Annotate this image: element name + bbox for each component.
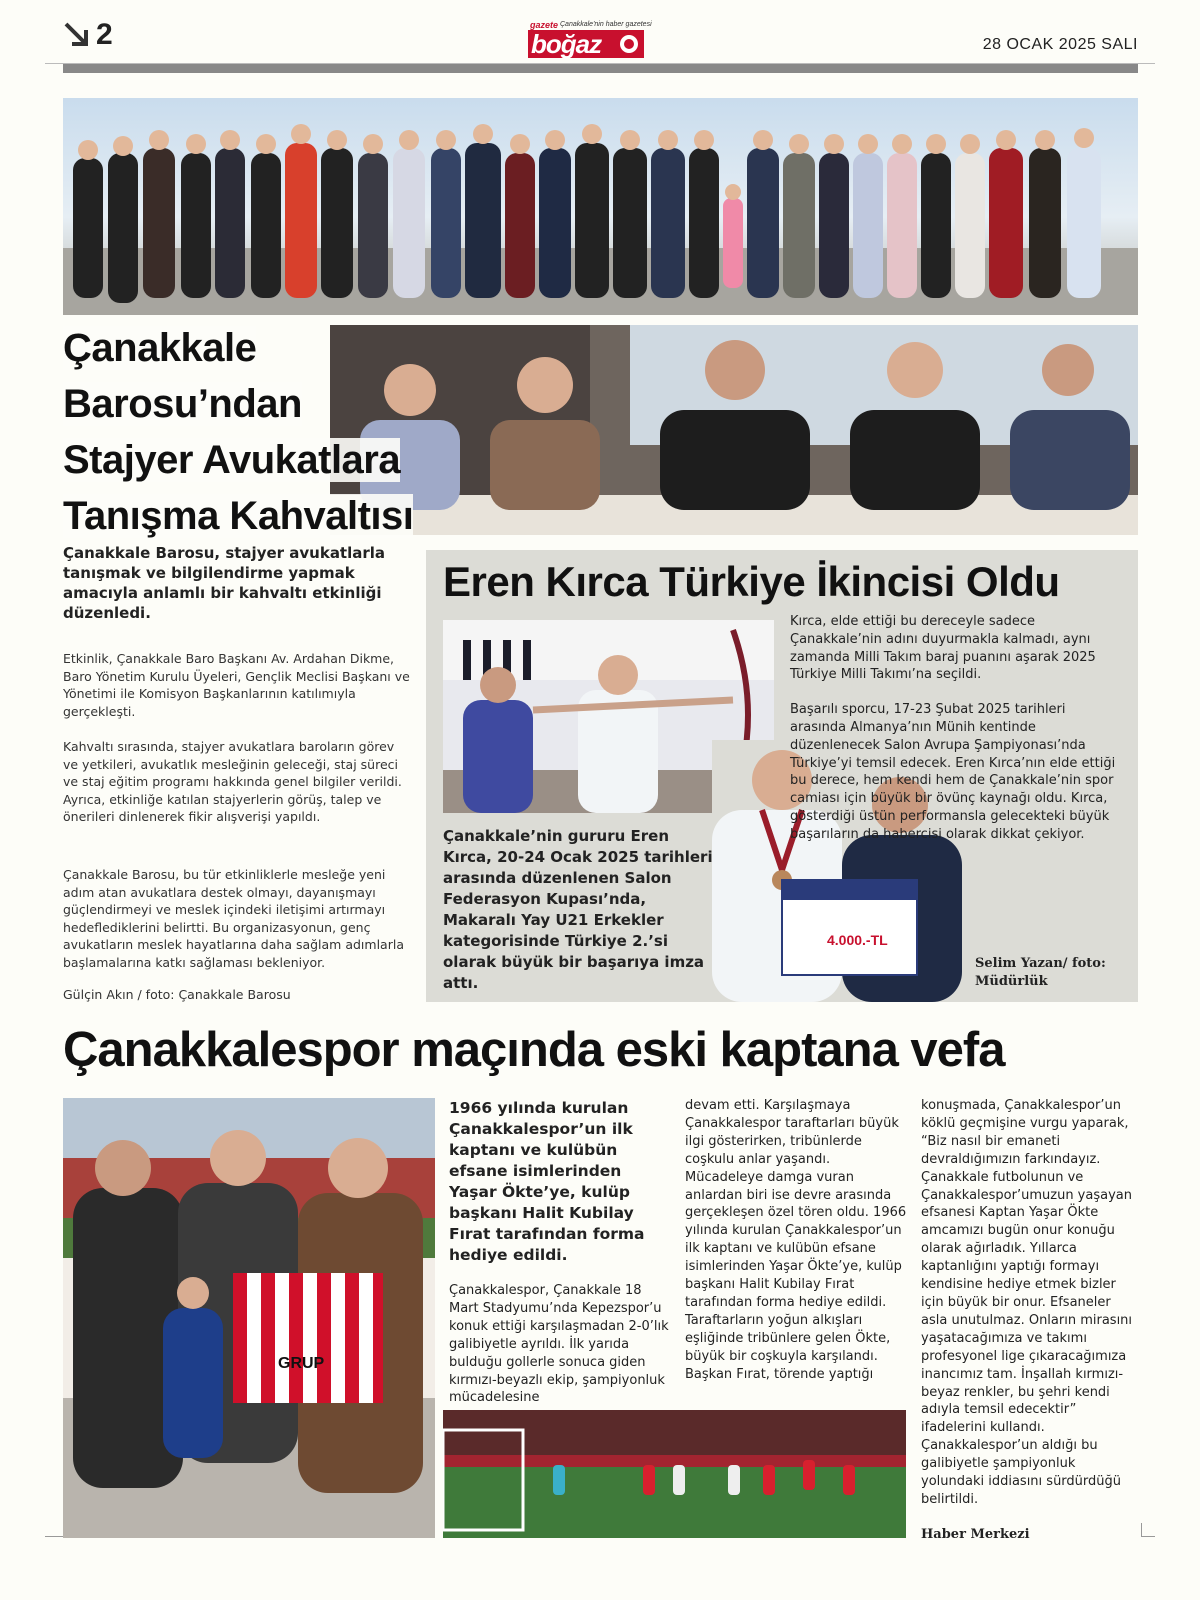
story1-paragraph: Kahvaltı sırasında, stajyer avukatlara baroların görev ve yetkileri, avukatlık mesleğinin geleceği, staj süreci ve staj eğitim programı hakkında genel bilgiler verildi. Ayrıca, etkinliğe katılan stajyerlerin görüş, talep ve önerileri dinlenerek fikir alışverişi yapıldı. bbox=[63, 739, 402, 824]
newspaper-logo bbox=[528, 20, 652, 60]
story3-column: Çanakkalespor, Çanakkale 18 Mart Stadyumu’nda Kepezspor’u konuk ettiği karşılaşmadan 2-0’lık galibiyetle ayrıldı. İlk yarıda bulduğu gollerle sonuca giden kırmızı-beyazlı ekip, şampiyonluk mücadelesine bbox=[449, 1283, 669, 1406]
story1-headline-line: Stajyer Avukatlara bbox=[63, 438, 401, 482]
story1-headline-line: Tanışma Kahvaltısı bbox=[63, 494, 414, 538]
story1-credit: Gülçin Akın / foto: Çanakkale Barosu bbox=[63, 987, 291, 1002]
story2-body bbox=[790, 613, 1122, 844]
story1-headline bbox=[63, 320, 463, 544]
logo-slogan: Çanakkale'nin haber gazetesi bbox=[560, 21, 652, 28]
story1-headline-line: Barosu’ndan bbox=[63, 382, 302, 426]
story2-headline: Eren Kırca Türkiye İkincisi Oldu bbox=[443, 558, 1060, 605]
page-number bbox=[62, 18, 113, 52]
corner-mark bbox=[1141, 1536, 1155, 1537]
story2-credit: Selim Yazan/ foto: Müdürlük bbox=[975, 956, 1106, 989]
story2-paragraph: Başarılı sporcu, 17-23 Şubat 2025 tarihleri arasında Almanya’nın Münih kentinde düzenlenecek Salon Avrupa Şampiyonası’nda Türkiye’yi temsil edecek. Eren Kırca’nın elde ettiği bu derece, hem kendi hem de Çanakkale’nin spor camiası için büyük bir övünç kaynağı oldu. Kırca, gösterdiği üstün performansla gelecekteki büyük başarıların da habercisi olarak dikkat çekiyor. bbox=[790, 702, 1116, 842]
logo-prefix: gazete bbox=[530, 20, 559, 30]
logo-emblem-icon bbox=[620, 35, 638, 53]
football-match-photo bbox=[443, 1410, 906, 1538]
story3-lead: 1966 yılında kurulan Çanakkalespor’un ilk kaptanı ve kulübün efsane isimlerinden Yaşar Ökte’ye, kulüp başkanı Halit Kubilay Fırat tarafından forma hediye edildi. bbox=[449, 1099, 645, 1264]
story3-credit: Haber Merkezi bbox=[921, 1527, 1030, 1542]
logo-brand: boğaz bbox=[528, 30, 644, 58]
story2-paragraph: Kırca, elde ettiği bu dereceyle sadece Çanakkale’nin adını duyurmakla kalmadı, aynı zamanda Milli Takım baraj puanını aşarak 2025 Türkiye Milli Takımı’na seçildi. bbox=[790, 614, 1096, 683]
story1-paragraph: Etkinlik, Çanakkale Baro Başkanı Av. Ardahan Dikme, Baro Yönetim Kurulu Üyeleri, Gençlik Meclisi Başkanı ve Yönetimi ile Komisyon Başkanlarının katılımıyla gerçekleşti. bbox=[63, 651, 410, 719]
corner-mark bbox=[45, 1536, 63, 1537]
issue-date: 28 OCAK 2025 SALI bbox=[982, 36, 1138, 53]
header-bar bbox=[63, 64, 1138, 73]
story1-lead: Çanakkale Barosu, stajyer avukatlarla tanışmak ve bilgilendirme yapmak amacıyla anlamlı bir kahvaltı etkinliği düzenledi. bbox=[63, 544, 386, 622]
check-amount: 4.000.-TL bbox=[827, 932, 888, 948]
story1-paragraph: Çanakkale Barosu, bu tür etkinliklerle mesleğe yeni adım atan avukatlara destek olmayı, dayanışmayı güçlendirmeyi ve meslek içindeki iletişimi artırmayı hedeflediklerini belirtti. Bu organizasyonun, genç avukatların meslek hayatlarına daha sağlam adımlarla başlamalarına katkı sağlaması bekleniyor. bbox=[63, 867, 404, 970]
jersey-sponsor-text: GRUP bbox=[278, 1355, 325, 1372]
story3-column: devam etti. Karşılaşmaya Çanakkalespor taraftarları büyük ilgi gösterirken, tribünlerde coşkulu anlar yaşandı. Mücadeleye damga vuran anlardan biri ise devre arasında gerçekleşen özel tören oldu. 1966 yılında kurulan Çanakkalespor’un ilk kaptanı ve kulübün efsane isimlerinden Yaşar Ökte’ye, kulüp başkanı Halit Kubilay Fırat tarafından forma hediye edildi. Taraftarların yoğun alkışları eşliğinde tribünlere gelen Ökte, büyük bir coşkuyla karşılandı. Başkan Fırat, törende yaptığı bbox=[685, 1098, 907, 1382]
arrow-down-right-icon bbox=[62, 20, 92, 50]
story2-lead: Çanakkale’nin gururu Eren Kırca, 20-24 Ocak 2025 tarihleri arasında düzenlenen Salon Federasyon Kupası’nda, Makaralı Yay U21 Erkekler kategorisinde Türkiye 2.’si olarak büyük bir başarıya imza attı. bbox=[443, 827, 713, 992]
story3-headline: Çanakkalespor maçında eski kaptana vefa bbox=[63, 1023, 1005, 1077]
corner-mark bbox=[1141, 1523, 1142, 1537]
group-photo bbox=[63, 98, 1138, 315]
story1-headline-line: Çanakkale bbox=[63, 326, 257, 370]
page-number-text: 2 bbox=[96, 18, 113, 51]
story3-column: konuşmada, Çanakkalespor’un köklü geçmişine vurgu yaparak, “Biz nasıl bir emaneti devraldığımızın farkındayız. Çanakkale futbolunun ve Çanakkalespor’umuzun yaşayan efsanesi Kaptan Yaşar Ökte amcamızı bugün onur konuğu olarak ağırladık. Yıllarca kaptanlığını yaptığı formayı kendisine hediye etmek bizler için büyük bir onur. Efsaneler asla unutulmaz. Onların mirasını yaşatacağımıza ve takımı profesyonel lige çıkaracağımıza inancımız tam. İnşallah kırmızı-beyaz renkler, bu şehri kendi adıyla temsil edecektir” ifadelerini kullandı. Çanakkalespor’un aldığı bu galibiyetle şampiyonluk yolundaki iddiasını sürdürdüğü belirtildi. bbox=[921, 1098, 1133, 1507]
jersey-presentation-photo bbox=[63, 1098, 435, 1538]
